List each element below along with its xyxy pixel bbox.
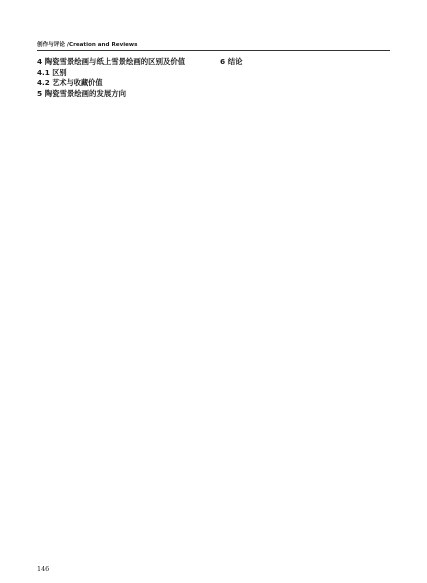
section-heading: 4 陶瓷雪景绘画与纸上雪景绘画的区别及价值 [37,57,186,66]
subsection-heading: 4.1 区别 [37,67,67,77]
page-number: 146 [37,565,50,573]
header-rule [37,50,390,51]
right-column [220,57,390,497]
running-header: 创作与评论 /Creation and Reviews [37,42,138,48]
subsection-heading: 4.2 艺术与收藏价值 [37,78,103,88]
section-heading: 5 陶瓷雪景绘画的发展方向 [37,89,127,99]
section-heading: 6 结论 [220,57,243,66]
left-column [37,57,207,497]
